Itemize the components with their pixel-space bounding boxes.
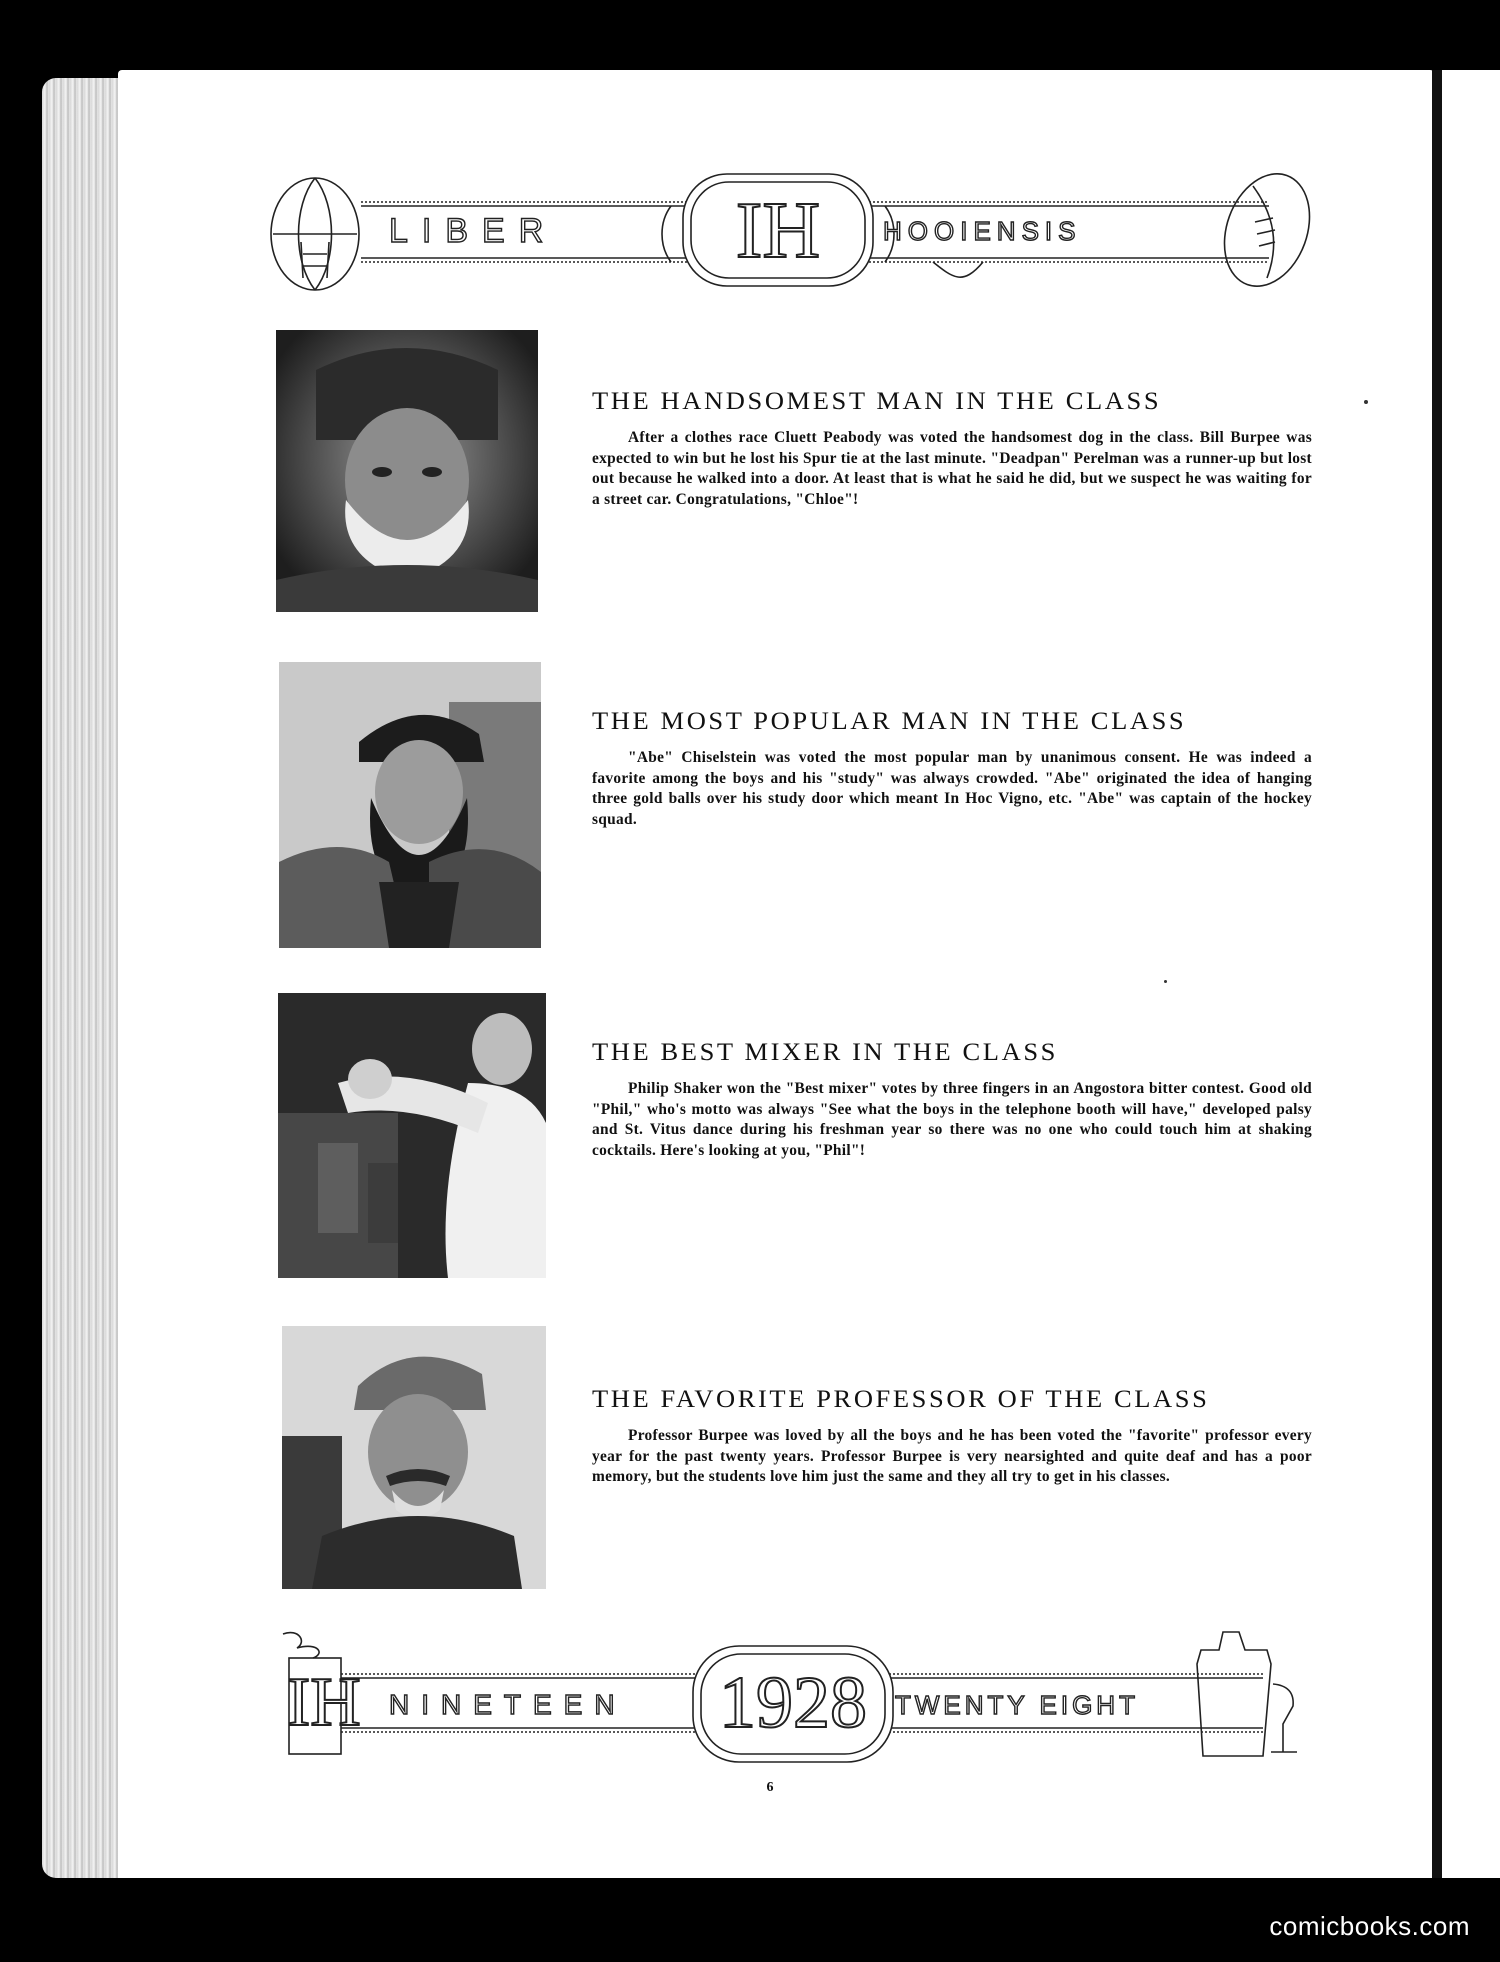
award-section-handsomest bbox=[276, 330, 1316, 614]
award-section-favorite-professor bbox=[276, 1326, 1316, 1590]
photo-bearded-man-cap bbox=[279, 662, 541, 948]
section-text: "Abe" Chiselstein was voted the most popular man by unanimous consent. He was indeed a favorite among the boys and his "study" was always crowded. "Abe" originated the idea of hanging three gold balls over his study door which meant In Hoc Vigno, etc. "Abe" was captain of the hockey squad. bbox=[592, 749, 1312, 828]
footer-monogram: IH bbox=[287, 1664, 361, 1741]
footer-word-twenty-eight: TWENTY EIGHT bbox=[895, 1690, 1139, 1720]
banner-word-liber: LIBER bbox=[389, 212, 558, 250]
footer-word-nineteen: NINETEEN bbox=[389, 1689, 627, 1720]
facing-page-edge bbox=[1442, 70, 1500, 1878]
section-text: Philip Shaker won the "Best mixer" votes by three fingers in an Angostora bitter contest. Good old "Phil," who's motto was always "See what the boys in the telephone booth will have," developed palsy and St. Vitus dance during his freshman year so there was no one who could touch him at shaking cocktails. Here's looking at you, "Phil"! bbox=[592, 1080, 1312, 1159]
book-page-edges bbox=[42, 78, 122, 1878]
banner-monogram: IH bbox=[735, 187, 821, 275]
photo-man-shaking-cocktail bbox=[278, 993, 546, 1278]
footer-banner bbox=[263, 1624, 1321, 1768]
award-section-best-mixer bbox=[276, 993, 1316, 1279]
banner-word-hooiensis: HOOIENSIS bbox=[883, 216, 1082, 246]
scan-speck bbox=[1164, 980, 1167, 983]
header-banner bbox=[263, 166, 1321, 296]
footer-year: 1928 bbox=[719, 1662, 867, 1744]
section-title: THE BEST MIXER IN THE CLASS bbox=[592, 1037, 1059, 1066]
photo-bearded-man-fur-hat bbox=[276, 330, 538, 612]
section-text: After a clothes race Cluett Peabody was voted the handsomest dog in the class. Bill Burpee was expected to win but he lost his Spur tie at the last minute. "Deadpan" Perelman was a runner-up but lost out because he walked into a door. At least that is what he said he did, but we suspect he was waiting for a street car. Congratulations, "Chloe"! bbox=[592, 429, 1312, 508]
site-watermark: comicbooks.com bbox=[1269, 1911, 1470, 1941]
section-title: THE HANDSOMEST MAN IN THE CLASS bbox=[592, 386, 1162, 415]
section-title: THE MOST POPULAR MAN IN THE CLASS bbox=[592, 706, 1187, 735]
section-text: Professor Burpee was loved by all the boys and he has been voted the "favorite" professor every year for the past twenty years. Professor Burpee is very nearsighted and quite deaf and has a poor memory, but the students love him just the same and they all try to get in his classes. bbox=[592, 1427, 1312, 1486]
page-number: 6 bbox=[766, 1780, 774, 1795]
photo-man-flat-cap-mustache bbox=[282, 1326, 546, 1589]
section-title: THE FAVORITE PROFESSOR OF THE CLASS bbox=[592, 1384, 1210, 1413]
scan-speck bbox=[1364, 400, 1368, 404]
award-section-most-popular bbox=[276, 662, 1316, 950]
